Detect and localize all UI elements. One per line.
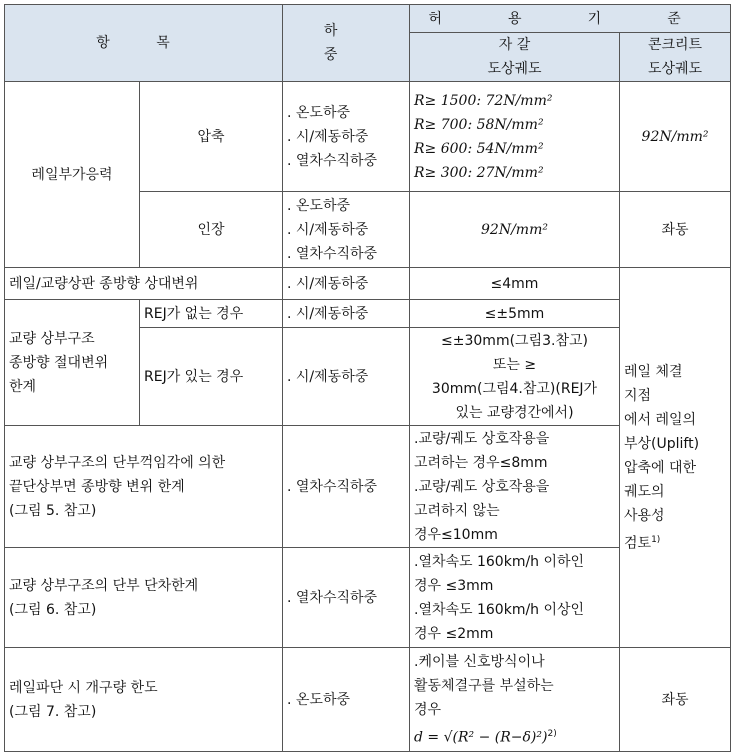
step-limit-load: . 열차수직하중: [283, 548, 410, 648]
no-rej-load: . 시/제동하중: [283, 300, 410, 328]
header-concrete: 콘크리트 도상궤도: [620, 33, 731, 82]
allowable-criteria-sheet: [4, 4, 731, 752]
rail-break-label: 레일파단 시 개구량 한도 (그림 7. 참고): [5, 648, 283, 752]
step-limit-ballast: .열차속도 160km/h 이하인 경우 ≤3mm .열차속도 160km/h 이상인 경우 ≤2mm: [410, 548, 620, 648]
rail-break-load: . 온도하중: [283, 648, 410, 752]
with-rej-ballast: ≤±30mm(그림3.참고) 또는 ≥ 30mm(그림4.참고)(REJ가 있는 교량경간에서): [410, 328, 620, 426]
rail-stress-label: 레일부가응력: [5, 82, 140, 268]
relative-disp-label: 레일/교량상판 종방향 상대변위: [5, 268, 283, 300]
tension-loads: . 온도하중 . 시/제동하중 . 열차수직하중: [283, 192, 410, 268]
header-item: 항 목: [5, 5, 283, 82]
header-load: 하 중: [283, 5, 410, 82]
no-rej-ballast: ≤±5mm: [410, 300, 620, 328]
compression-loads: . 온도하중 . 시/제동하중 . 열차수직하중: [283, 82, 410, 192]
header-allowable: 허 용 기 준: [410, 5, 731, 33]
uplift-note: 레일 체결 지점 에서 레일의 부상(Uplift) 압축에 대한 궤도의 사용성 검토$^{1)}$: [620, 268, 731, 648]
relative-disp-load: . 시/제동하중: [283, 268, 410, 300]
step-limit-label: 교량 상부구조의 단부 단차한계 (그림 6. 참고): [5, 548, 283, 648]
relative-disp-ballast: ≤4mm: [410, 268, 620, 300]
tension-concrete: 좌동: [620, 192, 731, 268]
tension-ballast: 92N/mm²: [410, 192, 620, 268]
compression-ballast: R≥ 1500: 72N/mm² R≥ 700: 58N/mm² R≥ 600: 54N/mm² R≥ 300: 27N/mm²: [410, 82, 620, 192]
no-rej-label: REJ가 없는 경우: [140, 300, 283, 328]
end-rotation-ballast: .교량/궤도 상호작용을 고려하는 경우≤8mm .교량/궤도 상호작용을 고려하지 않는 경우≤10mm: [410, 426, 620, 548]
end-rotation-label: 교량 상부구조의 단부꺽임각에 의한 끝단상부면 종방향 변위 한계 (그림 5. 참고): [5, 426, 283, 548]
with-rej-label: REJ가 있는 경우: [140, 328, 283, 426]
compression-label: 압축: [140, 82, 283, 192]
gap-formula: d = √(R² − (R−δ)²): [414, 729, 548, 746]
tension-label: 인장: [140, 192, 283, 268]
header-ballast: 자 갈 도상궤도: [410, 33, 620, 82]
end-rotation-load: . 열차수직하중: [283, 426, 410, 548]
rail-break-concrete: 좌동: [620, 648, 731, 752]
abs-disp-label: 교량 상부구조 종방향 절대변위 한계: [5, 300, 140, 426]
compression-concrete: 92N/mm²: [620, 82, 731, 192]
rail-break-ballast: .케이블 신호방식이나 활동체결구를 부설하는 경우 $d = √(R^2 - (R-\delta)^2)^{2)}$: [410, 648, 620, 752]
allowable-criteria-table: [4, 4, 731, 752]
with-rej-load: . 시/제동하중: [283, 328, 410, 426]
